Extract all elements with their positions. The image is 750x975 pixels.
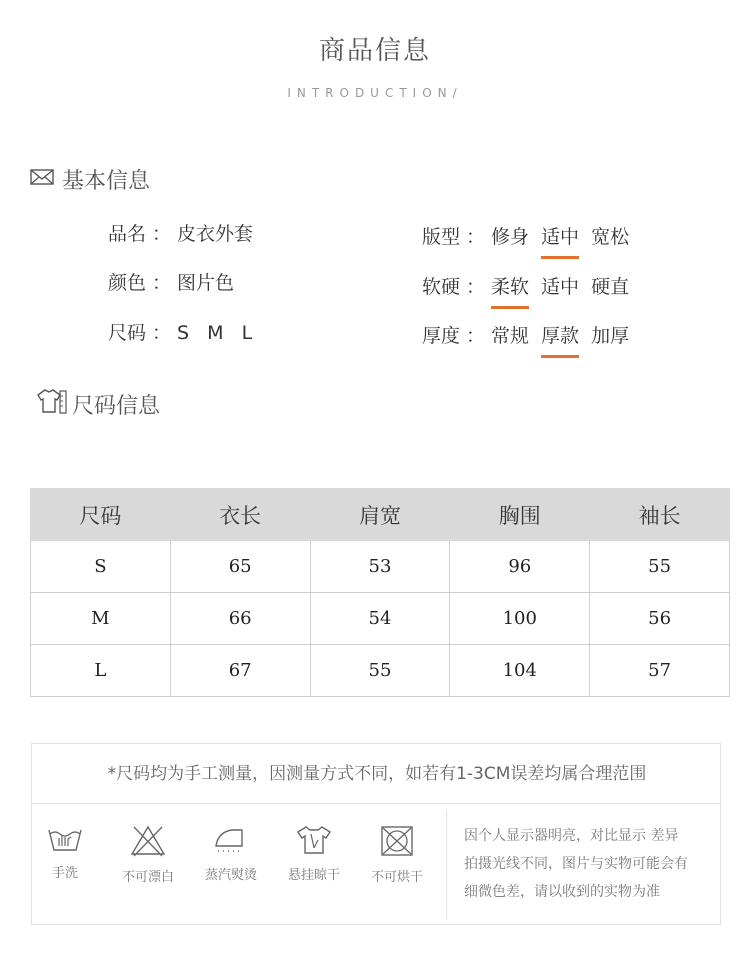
info-sep: ： [466, 276, 486, 298]
info-row-fit [422, 222, 641, 253]
hang-dry-icon [295, 824, 333, 856]
care-item [274, 804, 354, 883]
no-bleach-icon [129, 824, 167, 858]
softness-option: 适中 [541, 276, 580, 298]
no-tumble-dry-icon [379, 824, 415, 858]
table-cell: L [31, 645, 171, 697]
size-info-heading-text: 尺码信息 [72, 393, 161, 419]
table-cell: 100 [450, 593, 590, 645]
info-row-name [108, 219, 253, 246]
disclaimer-line: 因个人显示器明亮，对比显示 差异 [464, 828, 679, 844]
page-title: 商品信息 [318, 36, 431, 66]
column-header: 尺码 [31, 489, 171, 541]
info-row-softness [422, 272, 641, 303]
care-label: 蒸汽熨烫 [204, 868, 257, 883]
care-divider [446, 810, 447, 920]
info-sep: ： [466, 325, 486, 347]
disclaimer-line: 拍摄光线不同，图片与实物可能会有 [464, 856, 688, 872]
hand-wash-icon [46, 824, 84, 854]
info-sep: ： [152, 322, 172, 344]
size-info-heading [36, 387, 160, 421]
basic-info-heading-text: 基本信息 [62, 169, 151, 194]
care-item [357, 804, 437, 885]
care-item [25, 804, 105, 881]
table-row [31, 541, 730, 593]
info-key: 厚度 [422, 325, 461, 347]
column-header: 袖长 [590, 489, 730, 541]
table-cell: 96 [450, 541, 590, 593]
thickness-option: 加厚 [591, 325, 630, 347]
info-sep: ： [152, 223, 172, 245]
info-sep: ： [466, 226, 486, 248]
info-key: 版型 [422, 226, 461, 248]
table-cell: M [31, 593, 171, 645]
fit-option: 适中 [541, 222, 579, 253]
size-table [30, 488, 730, 697]
info-row-thickness [422, 321, 641, 352]
table-cell: 56 [590, 593, 730, 645]
info-sep: ： [152, 272, 172, 294]
fit-option: 修身 [491, 226, 530, 248]
page-subtitle: INTRODUCTION/ [287, 86, 463, 100]
info-key: 颜色 [108, 272, 147, 294]
info-key: 尺码 [108, 322, 147, 344]
info-value: 图片色 [177, 272, 235, 294]
info-value: S M L [177, 322, 259, 344]
info-row-color [108, 268, 234, 295]
softness-option: 柔软 [491, 272, 529, 303]
care-label: 悬挂晾干 [287, 868, 340, 883]
table-header-row [31, 489, 730, 541]
envelope-icon [30, 167, 54, 192]
table-cell: 57 [590, 645, 730, 697]
table-cell: 55 [590, 541, 730, 593]
column-header: 胸围 [450, 489, 590, 541]
table-cell: 65 [170, 541, 310, 593]
table-row [31, 593, 730, 645]
fit-option: 宽松 [591, 226, 630, 248]
care-label: 不可烘干 [370, 870, 423, 885]
care-label: 手洗 [51, 866, 78, 881]
column-header: 肩宽 [310, 489, 450, 541]
care-box [31, 743, 721, 925]
thickness-option: 厚款 [541, 321, 579, 352]
care-item [191, 804, 271, 883]
disclaimer-line: 细微色差，请以收到的实物为准 [464, 884, 660, 900]
info-row-sizes [108, 318, 258, 345]
basic-info-heading [30, 164, 150, 195]
info-key: 品名 [108, 223, 147, 245]
measurement-note: *尺码均为手工测量，因测量方式不同，如若有1-3CM误差均属合理范围 [32, 744, 722, 804]
thickness-option: 常规 [491, 325, 530, 347]
table-cell: 54 [310, 593, 450, 645]
softness-option: 硬直 [591, 276, 630, 298]
steam-iron-icon [212, 824, 250, 856]
info-value: 皮衣外套 [177, 223, 254, 245]
color-disclaimer [464, 822, 714, 906]
column-header: 衣长 [170, 489, 310, 541]
care-item [108, 804, 188, 885]
table-cell: 55 [310, 645, 450, 697]
table-cell: 104 [450, 645, 590, 697]
care-icons [32, 804, 446, 924]
table-cell: 66 [170, 593, 310, 645]
info-key: 软硬 [422, 276, 461, 298]
care-label: 不可漂白 [121, 870, 174, 885]
table-row [31, 645, 730, 697]
table-cell: 53 [310, 541, 450, 593]
shirt-ruler-icon [36, 387, 68, 421]
table-cell: 67 [170, 645, 310, 697]
table-cell: S [31, 541, 171, 593]
